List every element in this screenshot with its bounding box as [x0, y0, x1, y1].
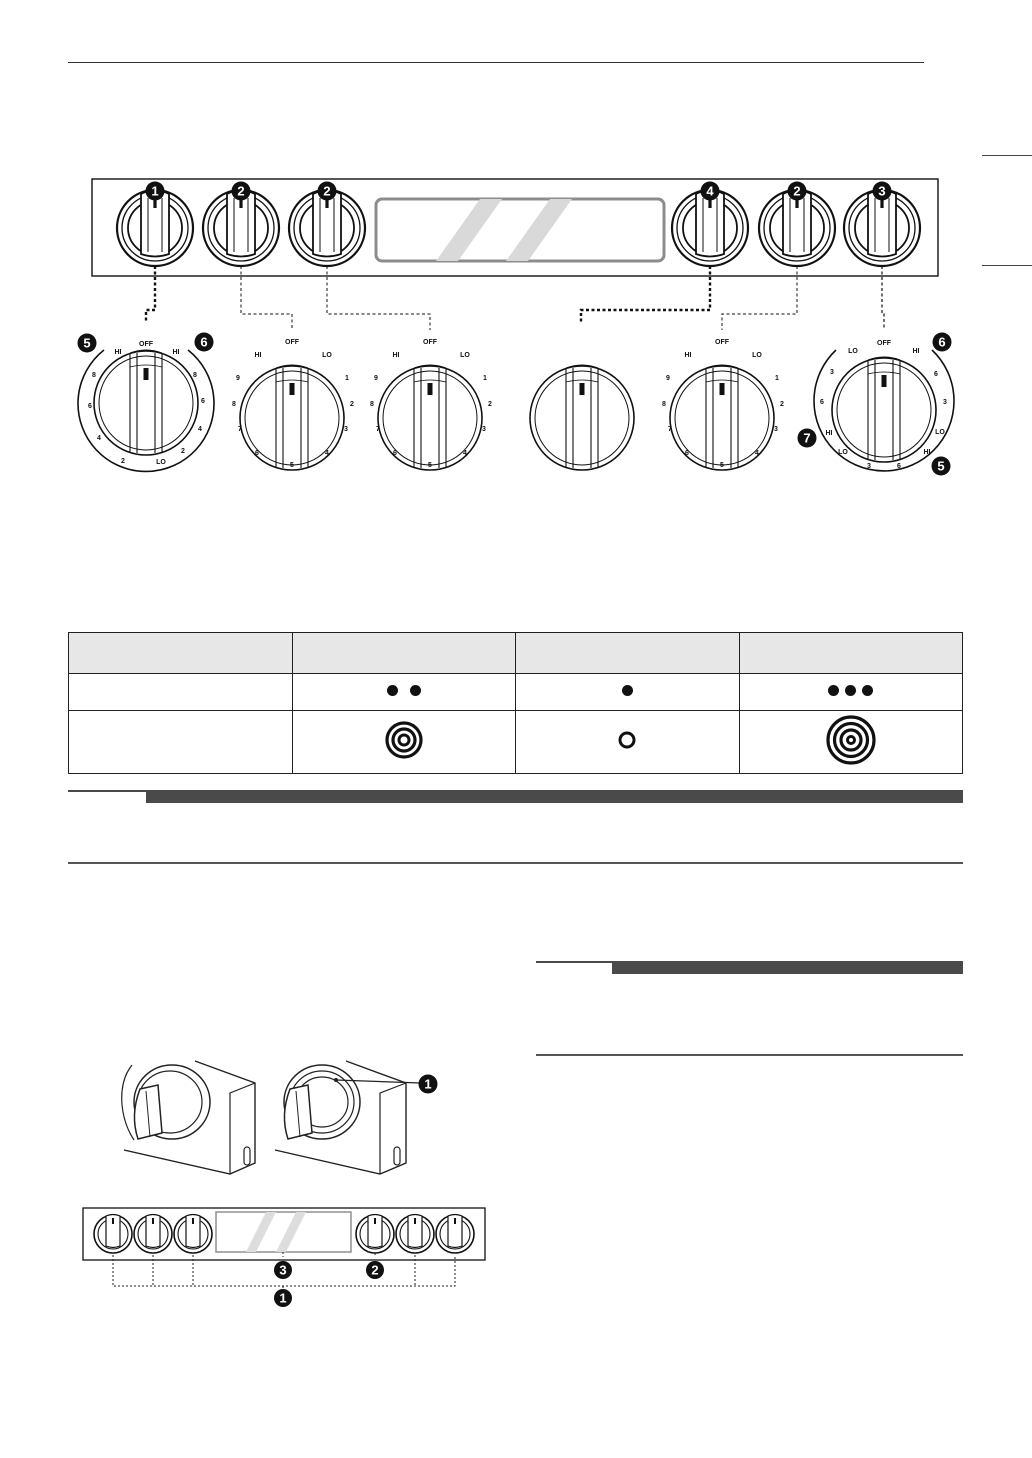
header-rule: [68, 62, 924, 63]
dial-label: 1: [483, 375, 487, 382]
dot-indicator-three: [739, 674, 963, 711]
svg-text:5: 5: [83, 335, 91, 351]
element-triple: [739, 711, 963, 774]
svg-text:3: 3: [279, 1262, 287, 1278]
svg-text:3: 3: [878, 183, 886, 199]
small-knob: [174, 1215, 212, 1254]
dial-label: 3: [830, 369, 834, 376]
dial-label: 6: [685, 450, 689, 457]
dial-label: OFF: [423, 339, 437, 346]
small-panel-diagram: [80, 1205, 490, 1310]
dial-label: LO: [848, 348, 858, 355]
dial-label: 8: [370, 401, 374, 408]
table-header-cell: [739, 633, 963, 674]
small-knob: [396, 1215, 434, 1254]
dial-label: 3: [774, 426, 778, 433]
svg-text:5: 5: [937, 458, 945, 474]
dial-triple: [798, 333, 955, 476]
panel-knob: [203, 190, 279, 266]
knob-closeup-left: [122, 1061, 255, 1174]
callout-badge: [798, 429, 817, 448]
svg-text:2: 2: [793, 183, 801, 199]
display-window: [376, 199, 664, 261]
dial-label: 5: [290, 462, 294, 469]
dial-label: 6: [934, 371, 938, 378]
note-header-bar-2: [536, 961, 963, 974]
dial-numbered-2: [370, 339, 492, 470]
svg-text:1: 1: [151, 183, 159, 199]
dial-label: OFF: [877, 340, 891, 347]
small-knob: [94, 1215, 132, 1254]
dial-label: HI: [172, 349, 180, 356]
table-header-cell: [516, 633, 740, 674]
dial-label: 6: [201, 398, 205, 405]
dial-label: 8: [92, 372, 96, 379]
callout-badge: [366, 1261, 384, 1279]
note-header-bar: [68, 790, 963, 803]
table-header-cell: [292, 633, 516, 674]
dial-label: 4: [463, 450, 467, 457]
dial-label: 6: [820, 399, 824, 406]
dial-label: LO: [838, 449, 848, 456]
row-label: [69, 711, 293, 774]
callout-badge: [701, 182, 720, 201]
dial-label: 1: [775, 375, 779, 382]
dial-label: HI: [912, 348, 920, 355]
dial-diagrams: [78, 333, 955, 476]
side-tab-line-top: [982, 155, 1032, 156]
dial-label: 3: [867, 463, 871, 470]
panel-knob: [117, 190, 193, 266]
dial-label: 8: [662, 401, 666, 408]
note-end-rule: [68, 862, 963, 864]
dial-label: OFF: [139, 341, 153, 348]
dial-label: LO: [322, 352, 332, 359]
callout-badge: [232, 182, 251, 201]
triple-element-icon: [825, 714, 877, 766]
panel-knob: [759, 190, 835, 266]
dial-label: LO: [460, 352, 470, 359]
dial-label: 9: [666, 375, 670, 382]
svg-text:2: 2: [237, 183, 245, 199]
dot-icon: [410, 685, 421, 696]
dial-label: LO: [752, 352, 762, 359]
dial-label: 6: [88, 403, 92, 410]
dot-icon: [862, 685, 873, 696]
svg-text:2: 2: [371, 1262, 379, 1278]
small-knob: [134, 1215, 172, 1254]
svg-text:2: 2: [323, 183, 331, 199]
dial-label: 9: [236, 375, 240, 382]
dial-label: 7: [668, 426, 672, 433]
dial-dual-left: [78, 333, 215, 472]
callout-badge: [419, 1075, 438, 1094]
svg-text:1: 1: [424, 1076, 432, 1092]
svg-text:4: 4: [706, 183, 714, 199]
dial-label: 7: [376, 426, 380, 433]
dial-label: 1: [345, 375, 349, 382]
element-single: [516, 711, 740, 774]
dial-numbered-1: [232, 339, 354, 470]
dual-element-icon: [384, 720, 424, 760]
dial-label: LO: [935, 429, 945, 436]
dial-label: 4: [755, 450, 759, 457]
dial-label: 2: [488, 401, 492, 408]
callout-badge: [78, 334, 97, 353]
burner-table: [68, 632, 963, 774]
panel-knob: [289, 190, 365, 266]
dial-label: 2: [780, 401, 784, 408]
svg-text:1: 1: [279, 1290, 287, 1306]
dial-label: OFF: [715, 339, 729, 346]
dial-label: HI: [825, 430, 833, 437]
dial-label: 7: [238, 426, 242, 433]
dial-label: 4: [198, 426, 202, 433]
callout-badge: [318, 182, 337, 201]
callout-badge: [195, 333, 214, 352]
svg-text:6: 6: [938, 334, 946, 350]
row-label: [69, 674, 293, 711]
dial-label: 2: [181, 448, 185, 455]
callout-badge: [932, 457, 951, 476]
dot-icon: [845, 685, 856, 696]
dial-label: OFF: [285, 339, 299, 346]
table-row-indicator: [69, 674, 963, 711]
callout-badge: [873, 182, 892, 201]
dial-label: HI: [254, 352, 262, 359]
table-header-row: [69, 633, 963, 674]
dial-label: 2: [121, 458, 125, 465]
knob-closeup-diagram: [110, 1055, 450, 1180]
small-display-window: [216, 1212, 351, 1252]
dot-icon: [622, 685, 633, 696]
dial-plain: [530, 365, 634, 470]
svg-text:6: 6: [200, 334, 208, 350]
dial-label: 6: [897, 463, 901, 470]
dial-label: HI: [114, 349, 122, 356]
dial-label: 9: [374, 375, 378, 382]
small-knob: [356, 1215, 394, 1254]
dial-label: 3: [482, 426, 486, 433]
dial-label: HI: [684, 352, 692, 359]
callout-badge: [933, 333, 952, 352]
callout-badge: [788, 182, 807, 201]
dot-icon: [828, 685, 839, 696]
small-knob: [436, 1215, 474, 1254]
callout-badge: [146, 182, 165, 201]
panel-knob: [672, 190, 748, 266]
dial-label: 4: [325, 450, 329, 457]
dial-label: 6: [393, 450, 397, 457]
dot-indicator-two: [292, 674, 516, 711]
element-dual: [292, 711, 516, 774]
dial-label: 5: [428, 462, 432, 469]
callout-badge: [274, 1261, 292, 1279]
dial-label: LO: [156, 459, 166, 466]
control-panel-diagram: [0, 170, 1032, 490]
dial-label: 5: [720, 462, 724, 469]
dial-label: 8: [232, 401, 236, 408]
single-element-icon: [615, 728, 639, 752]
knob-closeup-right: [275, 1061, 421, 1174]
note-end-rule-2: [536, 1054, 963, 1056]
dial-label: HI: [923, 449, 931, 456]
dial-label: 3: [344, 426, 348, 433]
dial-label: HI: [392, 352, 400, 359]
dial-label: 6: [255, 450, 259, 457]
callout-badge: [274, 1289, 292, 1307]
dot-icon: [387, 685, 398, 696]
table-header-cell: [69, 633, 293, 674]
table-row-element: [69, 711, 963, 774]
dot-indicator-one: [516, 674, 740, 711]
dial-label: 8: [193, 372, 197, 379]
panel-knob: [844, 190, 920, 266]
dial-label: 3: [943, 399, 947, 406]
dial-label: 2: [350, 401, 354, 408]
dial-label: 4: [97, 435, 101, 442]
dial-numbered-3: [662, 339, 784, 470]
svg-text:7: 7: [803, 430, 811, 446]
